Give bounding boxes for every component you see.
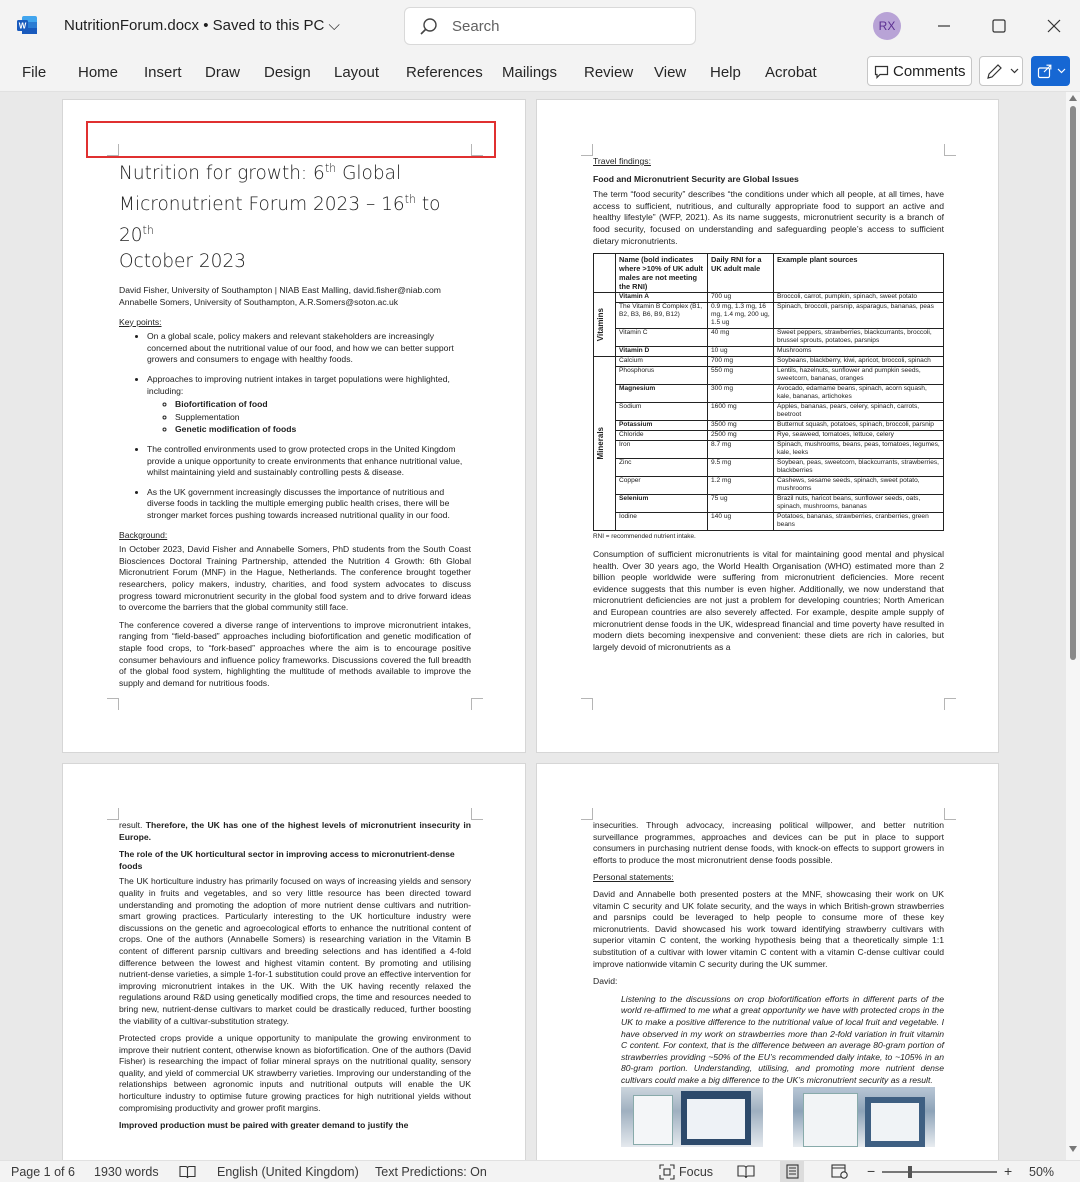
key-points-heading: Key points: (119, 316, 162, 327)
section-heading: Food and Micronutrient Security are Global Issues (593, 173, 799, 184)
comment-icon (874, 65, 889, 79)
page-1[interactable] (62, 99, 526, 753)
paragraph: Improved production must be paired with greater demand to justify the (119, 1120, 409, 1131)
authors-line-1: David Fisher, University of Southampton | NIAB East Malling, david.fisher@niab.com (119, 285, 441, 296)
word-app-icon (16, 14, 38, 36)
plant-sources-cell: Soybeans, blackberry, kiwi, apricot, broccoli, spinach (774, 356, 944, 366)
editing-mode-button[interactable] (979, 56, 1023, 86)
nutrient-name-cell: Vitamin C (616, 328, 708, 346)
section-heading: The role of the UK horticultural sector in improving access to micronutrient-dense foods (119, 849, 455, 871)
crop-mark (581, 144, 593, 156)
read-mode-icon[interactable] (737, 1164, 755, 1179)
table-row (594, 402, 944, 420)
group-label-minerals (594, 356, 616, 530)
comments-button[interactable] (867, 56, 972, 86)
nutrient-name-cell: Vitamin A (616, 292, 708, 302)
table-row (594, 366, 944, 384)
paragraph: insecurities. Through advocacy, increasing political willpower, and better nutrition surveillance programmes, approaches and devices can be put in place to support consumers in purchasing nutrient dense foods, with knock-on effects to support growers in efforts to produce the most micronutrient dense foods possible. (593, 820, 944, 865)
rni-cell: 8.7 mg (708, 440, 774, 458)
plant-sources-cell: Mushrooms (774, 346, 944, 356)
close-icon[interactable] (1042, 14, 1066, 38)
page-4[interactable] (536, 763, 999, 1160)
tab-review[interactable]: Review (584, 64, 634, 81)
plant-sources-cell: Cashews, sesame seeds, spinach, sweet potato, mushrooms (774, 476, 944, 494)
rni-cell: 9.5 mg (708, 458, 774, 476)
tab-draw[interactable]: Draw (205, 64, 241, 81)
plant-sources-cell: Spinach, mushrooms, beans, peas, tomatoes, legumes, kale, leeks (774, 440, 944, 458)
text-run: result. (119, 820, 146, 830)
crop-mark (944, 144, 956, 156)
rni-cell: 300 mg (708, 384, 774, 402)
crop-mark (471, 698, 483, 710)
nutrient-name-cell: Iodine (616, 512, 708, 530)
zoom-in-icon[interactable]: + (1004, 1163, 1013, 1179)
table-row (594, 328, 944, 346)
table-row (594, 476, 944, 494)
plant-sources-cell: Soybean, peas, sweetcorn, blackcurrants, strawberries, blackberries (774, 458, 944, 476)
plant-sources-cell: Avocado, edamame beans, spinach, acorn squash, kale, bananas, artichokes (774, 384, 944, 402)
table-header-sources: Example plant sources (774, 254, 944, 293)
rni-cell: 0.9 mg, 1.3 mg, 16 mg, 1.4 mg, 200 ug, 1.5 ug (708, 302, 774, 328)
rni-cell: 3500 mg (708, 420, 774, 430)
micronutrient-table (593, 253, 944, 531)
focus-label[interactable]: Focus (679, 1165, 714, 1179)
ribbon-tabs (0, 52, 1080, 92)
web-layout-icon[interactable] (831, 1164, 848, 1179)
print-layout-icon (786, 1164, 799, 1179)
rni-cell: 700 mg (708, 356, 774, 366)
tab-acrobat[interactable]: Acrobat (765, 64, 817, 81)
table-header-name: Name (bold indicates where >10% of UK adult males are not meeting the RNI) (616, 254, 708, 293)
crop-mark (944, 698, 956, 710)
tab-layout[interactable]: Layout (334, 64, 380, 81)
rni-cell: 1.2 mg (708, 476, 774, 494)
paragraph: Protected crops provide a unique opportunity to manipulate the growing environment to improve their nutrient content, otherwise known as biofortification. One of the authors (David Fisher) is researching the impact of foliar mineral sprays on the nutritional quality, sensory quality, and yield of commercial UK strawberry varieties. Improving our understanding of the relationships between agronomic inputs and nutritional outputs will enable the UK horticulture industry to optimise future growing practices for high nutritional yields without compromising productivity and grower profit margins. (119, 1033, 471, 1113)
authors-line-2: Annabelle Somers, University of Southampton, A.R.Somers@soton.ac.uk (119, 297, 399, 308)
list-item-text: Approaches to improving nutrient intakes in target populations were highlighted, including: (147, 374, 450, 396)
nutrient-name-cell: Zinc (616, 458, 708, 476)
table-row (594, 440, 944, 458)
print-layout-button[interactable] (780, 1161, 804, 1182)
vertical-scrollbar[interactable] (1066, 92, 1080, 1160)
list-item: • As the UK government increasingly discusses the importance of nutritious and diverse foods in tackling the multiple emerging public health crises, there will be stronger market forces pushing towards increased nutritional quality in our food. (147, 487, 471, 522)
title-bar (0, 0, 1080, 52)
pencil-icon (985, 63, 1005, 81)
read-aloud-book-icon[interactable] (179, 1165, 196, 1179)
nutrient-name-cell: Copper (616, 476, 708, 494)
scrollbar-thumb[interactable] (1070, 106, 1076, 660)
table-row (594, 302, 944, 328)
tab-design[interactable]: Design (264, 64, 311, 81)
crop-mark (107, 808, 119, 820)
poster-photo (793, 1087, 935, 1147)
crop-mark (944, 808, 956, 820)
table-row (594, 494, 944, 512)
minimize-icon[interactable] (932, 14, 956, 38)
zoom-slider-track[interactable] (882, 1171, 997, 1173)
list-item: ◦ Supplementation (175, 412, 471, 424)
highlight-box (86, 121, 496, 158)
tab-view[interactable]: View (654, 64, 687, 81)
chevron-down-icon (1057, 68, 1066, 74)
scroll-up-icon[interactable] (1069, 95, 1077, 101)
word-count[interactable]: 1930 words (94, 1165, 159, 1179)
group-label-text: Minerals (596, 427, 605, 460)
plant-sources-cell: Broccoli, carrot, pumpkin, spinach, sweet potato (774, 292, 944, 302)
rni-cell: 1600 mg (708, 402, 774, 420)
nutrient-name-cell: Iron (616, 440, 708, 458)
rni-cell: 140 ug (708, 512, 774, 530)
crop-mark (107, 698, 119, 710)
paragraph: The UK horticulture industry has primarily focused on ways of increasing yields and sensory quality in fruits and vegetables, and so very little resource has been directed toward understanding and promoting the adoption of more nutrient dense cultivars and nutrition-smart growing practices. Particularly interesting to the UK horticulture industry were discussions on the genetic and agroecological efforts to enhance the nutritional content of crops. One of the authors (Annabelle Somers) is researching variation in the Vitamin B content of different parsnip cultivars and breeding selections and has identified a 4-fold difference between the lowest and highest vitamin content. By promoting and utilising nutrient-dense varieties, a simple 1-for-1 substitution could prove an effective intervention for improving micronutrient intakes in the UK. With the UK having recently relaxed the regulations around R&D using genetically modified crops, the time and resources needed to bring new, nutrient-dense cultivars to market could be drastically reduced, further boosting the viability of a cultivar-substitution strategy. (119, 876, 471, 1026)
list-item: ◦ Genetic modification of foods (175, 424, 471, 436)
svg-text:W: W (18, 21, 27, 31)
list-item: • On a global scale, policy makers and relevant stakeholders are increasingly concerned about the nutritional value of our food, and how we can better support growers and consumers to engage with healthy foods. (147, 331, 471, 366)
nutrient-name-cell: Selenium (616, 494, 708, 512)
zoom-level[interactable]: 50% (1029, 1165, 1055, 1179)
nutrient-name-cell: Sodium (616, 402, 708, 420)
paragraph: Consumption of sufficient micronutrients is vital for maintaining good mental and physical health. Over 30 years ago, the World Health Organisation (WHO) estimated more than 2 billion people worldwide were suffering from micronutrient deficiencies. More recent evidence suggests that this number is even higher. Additionally, we now understand that micronutrient deficiencies are not just a problem for developing countries; North American and European countries are also severely affected. For example, despite ample supply of micronutrient dense foods in the UK, widespread financial and time poverty have resulted in modern diets becoming inexpensive and convenient: these diets are rich in calories, but largely devoid of micronutrients as a (593, 548, 944, 652)
title-line-1: Nutrition for growth: 6th Global (119, 162, 402, 185)
rni-cell: 700 ug (708, 292, 774, 302)
nutrient-name-cell: Potassium (616, 420, 708, 430)
david-quote: Listening to the discussions on crop biofortification efforts in different parts of the world re-affirmed to me what a great opportunity we have with protected crops in the UK to make a positive difference to the nutritional value of local fruit and vegetable. I have observed in my work on strawberries more than 2-fold variation in fruit vitamin C content. For context, that is the difference between an average 80-gram portion of strawberries providing ~50% of the EU’s recommended daily intake, to ~105% in an 80-gram portion. Understanding, utilising, and promoting more nutrient dense cultivars could make a big difference to the UK’s micronutrient security as a result. (621, 993, 944, 1085)
nutrient-name-cell: Vitamin D (616, 346, 708, 356)
share-icon (1037, 63, 1053, 79)
plant-sources-cell: Lentils, hazelnuts, sunflower and pumpkin seeds, sweetcorn, bananas, oranges (774, 366, 944, 384)
search-icon (419, 17, 439, 37)
title-line-3: October 2023 (119, 251, 246, 273)
user-avatar[interactable]: RX (873, 12, 901, 40)
share-button[interactable] (1031, 56, 1070, 86)
table-header-rni: Daily RNI for a UK adult male (708, 254, 774, 293)
document-title[interactable]: NutritionForum.docx • Saved to this PC ⌵ (64, 17, 340, 34)
crop-mark (581, 808, 593, 820)
list-item: • The controlled environments used to grow protected crops in the United Kingdom provide a unique opportunity to create environments that enhance nutritional value, whilst maintaining yield and sustainably controlling pests & disease. (147, 444, 471, 479)
list-item: ◦ Biofortification of food (175, 399, 471, 411)
status-bar (0, 1160, 1080, 1182)
background-heading: Background: (119, 529, 168, 540)
nutrient-name-cell: Magnesium (616, 384, 708, 402)
crop-mark (581, 698, 593, 710)
search-box[interactable] (404, 7, 696, 45)
travel-findings-heading: Travel findings: (593, 156, 651, 166)
table-footnote: RNI = recommended nutrient intake. (593, 532, 696, 540)
tab-help[interactable]: Help (710, 64, 741, 81)
page-count[interactable]: Page 1 of 6 (11, 1165, 75, 1179)
table-row (594, 512, 944, 530)
nutrient-name-cell: Calcium (616, 356, 708, 366)
tab-mailings[interactable]: Mailings (502, 64, 558, 81)
plant-sources-cell: Butternut squash, potatoes, spinach, broccoli, parsnip (774, 420, 944, 430)
zoom-slider-thumb[interactable] (908, 1166, 912, 1178)
micronutrient-table-body (594, 292, 944, 530)
language-indicator[interactable]: English (United Kingdom) (217, 1165, 359, 1179)
paragraph (119, 820, 471, 843)
table-row (594, 430, 944, 440)
title-line-2: Micronutrient Forum 2023 – 16th to 20th (119, 193, 441, 247)
approaches-sublist (175, 399, 471, 436)
rni-cell: 40 mg (708, 328, 774, 346)
page-3[interactable] (62, 763, 526, 1160)
table-row (594, 420, 944, 430)
david-heading: David: (593, 976, 618, 987)
plant-sources-cell: Sweet peppers, strawberries, blackcurrants, broccoli, brussel sprouts, potatoes, parsnips (774, 328, 944, 346)
list-item (147, 374, 471, 436)
conference-photo (621, 1087, 763, 1147)
table-row (594, 292, 944, 302)
group-label-vitamins (594, 292, 616, 356)
tab-file[interactable]: File (22, 64, 47, 81)
rni-cell: 75 ug (708, 494, 774, 512)
table-row (594, 346, 944, 356)
rni-cell: 2500 mg (708, 430, 774, 440)
plant-sources-cell: Brazil nuts, haricot beans, sunflower seeds, oats, spinach, mushrooms, bananas (774, 494, 944, 512)
plant-sources-cell: Potatoes, bananas, strawberries, cranberries, green beans (774, 512, 944, 530)
rni-cell: 550 mg (708, 366, 774, 384)
key-points-list (147, 331, 471, 521)
document-title-heading (119, 156, 471, 275)
tab-home[interactable]: Home (78, 64, 119, 81)
paragraph: The term “food security” describes “the conditions under which all people, at all times, have access to sufficient, nutritious, and culturally appropriate food to support an active and healthy lifestyle” (WFP, 2021). As its name suggests, micronutrient security is a branch of food security, focused on understanding and safeguarding people’s access to sufficient dietary micronutrients. (593, 189, 944, 246)
tab-references[interactable]: References (406, 64, 483, 81)
chevron-down-icon (1010, 68, 1019, 74)
maximize-icon[interactable] (987, 14, 1011, 38)
table-header-empty (594, 254, 616, 293)
table-row (594, 458, 944, 476)
group-label-text: Vitamins (596, 307, 605, 342)
paragraph: In October 2023, David Fisher and Annabelle Somers, PhD students from the South Coast Biosciences Doctoral Training Partnership, attended the Nutrition 4 Growth: 6th Global Micronutrient Forum (MNF) in the Hague, Netherlands. The conference brought together researchers, policy makers, industry, charities, and food system advocates to discuss progress toward micronutrient security in the global food system and to drive forward ideas to overcome the barriers that the global community still face. (119, 544, 471, 613)
paragraph: David and Annabelle both presented posters at the MNF, showcasing their work on UK vitamin C security and UK folate security, and the ways in which British-grown strawberries and parsnips could be leveraged to help people to consume more of these key micronutrients. David showcased his work toward identifying strawberry cultivars with superior vitamin C content, the working hypothesis being that a theoretically simple 1:1 substitution of a cultivar with lower vitamin C content with a vitamin C-dense cultivar could improve nationwide vitamin C security during the UK summer. (593, 888, 944, 969)
plant-sources-cell: Rye, seaweed, tomatoes, lettuce, celery (774, 430, 944, 440)
nutrient-name-cell: Phosphorus (616, 366, 708, 384)
document-canvas[interactable] (0, 92, 1066, 1160)
search-placeholder: Search (452, 18, 500, 35)
nutrient-name-cell: Chloride (616, 430, 708, 440)
plant-sources-cell: Spinach, broccoli, parsnip, asparagus, bananas, peas (774, 302, 944, 328)
page-2[interactable] (536, 99, 999, 753)
focus-icon[interactable] (659, 1164, 675, 1180)
personal-statements-heading: Personal statements: (593, 872, 674, 883)
table-row (594, 384, 944, 402)
crop-mark (471, 808, 483, 820)
text-predictions-status[interactable]: Text Predictions: On (375, 1165, 487, 1179)
tab-insert[interactable]: Insert (144, 64, 182, 81)
paragraph: The conference covered a diverse range of interventions to improve micronutrient intakes, ranging from “field-based” approaches including biofortification and genetic modification of staple food crops, to “fork-based” approaches where the aim is to encourage positive consumer behaviours and influence policy frameworks. Discussions covered the full breadth of the global food system, highlighting the multitude of methods available to improve the supply and demand for nutritious foods. (119, 619, 471, 688)
plant-sources-cell: Apples, bananas, pears, celery, spinach, carrots, beetroot (774, 402, 944, 420)
scroll-down-icon[interactable] (1069, 1146, 1077, 1152)
zoom-out-icon[interactable]: − (867, 1163, 876, 1179)
rni-cell: 10 ug (708, 346, 774, 356)
bold-text-run: Therefore, the UK has one of the highest levels of micronutrient insecurity in Europe. (119, 820, 472, 842)
table-row (594, 356, 944, 366)
nutrient-name-cell: The Vitamin B Complex (B1, B2, B3, B6, B9, B12) (616, 302, 708, 328)
comments-label: Comments (893, 63, 966, 80)
